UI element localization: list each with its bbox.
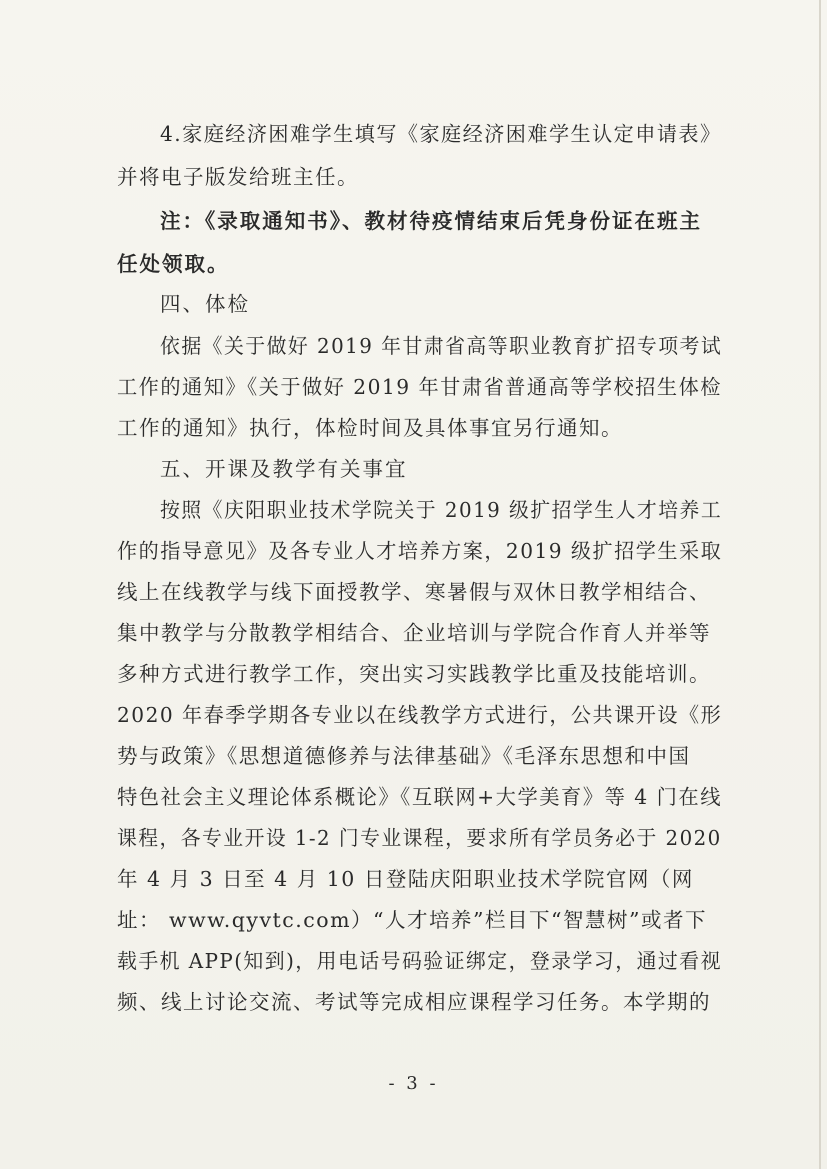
text-line: 集中教学与分散教学相结合、企业培训与学院合作育人并举等 [117,621,711,645]
note-line: 注：《录取通知书》、教材待疫情结束后凭身份证在班主 [160,209,702,233]
text-line: 势与政策》《思想道德修养与法律基础》《毛泽东思想和中国 [117,744,691,768]
page-edge [819,0,821,1169]
text-line: 课程，各专业开设 1-2 门专业课程，要求所有学员务必于 2020 [117,826,722,850]
text-line: 载手机 APP(知到)，用电话号码验证绑定，登录学习，通过看视 [117,949,722,973]
text-line: 2020 年春季学期各专业以在线教学方式进行，公共课开设《形 [117,703,723,727]
text-line: 4.家庭经济困难学生填写《家庭经济困难学生认定申请表》 [160,122,722,146]
text-line: 按照《庆阳职业技术学院关于 2019 级扩招学生人才培养工 [160,498,723,522]
text-line: 工作的通知》执行，体检时间及具体事宜另行通知。 [117,416,623,440]
text-line: 频、线上讨论交流、考试等完成相应课程学习任务。本学期的 [117,990,711,1014]
text-line: 址： www.qyvtc.com）“人才培养”栏目下“智慧树”或者下 [117,908,707,932]
text-line: 线上在线教学与线下面授教学、寒暑假与双休日教学相结合、 [117,580,711,604]
page-number: - 3 - [388,1073,439,1094]
text-line: 多种方式进行教学工作，突出实习实践教学比重及技能培训。 [117,662,711,686]
section-heading: 四、体检 [160,292,250,316]
text-line: 特色社会主义理论体系概论》《互联网+大学美育》等 4 门在线 [117,785,723,809]
text-line: 工作的通知》《关于做好 2019 年甘肃省普通高等学校招生体检 [117,375,722,399]
section-heading: 五、开课及教学有关事宜 [160,457,408,481]
text-line: 年 4 月 3 日至 4 月 10 日登陆庆阳职业技术学院官网（网 [117,867,694,891]
text-line: 作的指导意见》及各专业人才培养方案，2019 级扩招学生采取 [117,539,723,563]
text-line: 依据《关于做好 2019 年甘肃省高等职业教育扩招专项考试 [160,334,723,358]
text-line: 并将电子版发给班主任。 [117,165,359,189]
note-line: 任处领取。 [117,252,230,276]
